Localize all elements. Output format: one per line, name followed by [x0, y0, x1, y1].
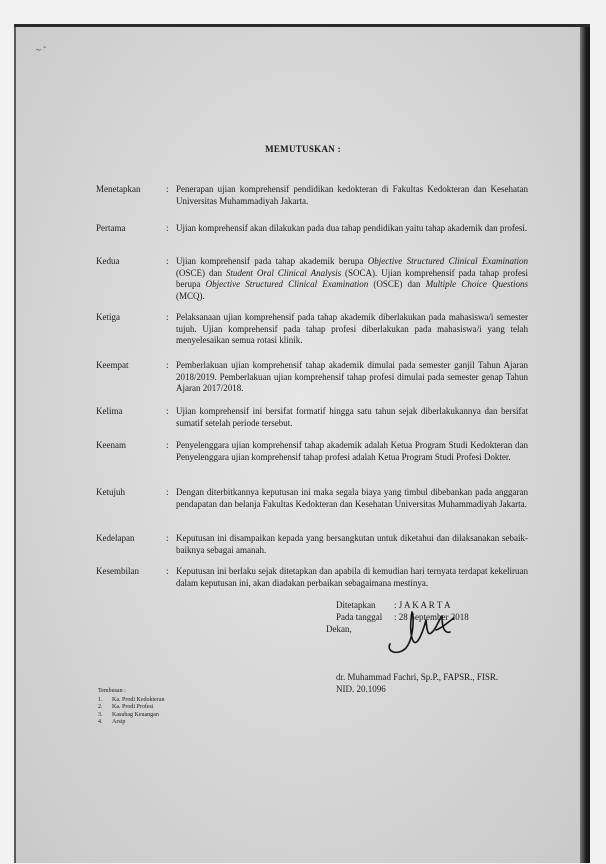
- corner-mark: ~ ˘: [36, 45, 47, 55]
- clause-text: Dengan diterbitkannya keputusan ini maka segala biaya yang timbul dibebankan pada anggaran pendapatan dan belanja Fakultas Kedokteran dan Kesehatan Universitas Muhammadiyah Jakarta.: [176, 487, 528, 509]
- clause-label: Kelima: [96, 406, 123, 416]
- clause-text: Ujian komprehensif pada tahap akademik berupa Objective Structured Clinical Examination (OSCE) dan Student Oral Clinical Analysis (SOCA). Ujian komprehensif pada tahap profesi berupa Objective Structured Clinical Examination (OSCE) dan Multiple Choice Questions (MCQ).: [176, 256, 528, 301]
- list-item: 4. Arsip: [98, 719, 126, 725]
- clause-text: Pemberlakuan ujian komprehensif tahap akademik dimulai pada semester ganjil Tahun Ajaran 2018/2019. Pemberlakuan ujian komprehensif tahap profesi dimulai pada semester genap Tahun Ajaran 2017/2018.: [176, 360, 528, 393]
- sign-role: Dekan,: [326, 624, 352, 634]
- clause-text: Keputusan ini berlaku sejak ditetapkan dan apabila di kemudian hari ternyata terdapat kekeliruan dalam keputusan ini, akan diadakan perbaikan sebagaimana mestinya.: [176, 566, 528, 588]
- clause-colon: :: [166, 406, 169, 416]
- list-item: 1. Ka. Prodi Kedokteran: [98, 696, 165, 703]
- clause-text: Keputusan ini disampaikan kepada yang bersangkutan untuk diketahui dan dilaksanakan sebaik-baiknya sebagai amanah.: [176, 533, 528, 555]
- clause-colon: :: [166, 360, 169, 370]
- list-item: 3. Kasubag Keuangan: [98, 711, 159, 718]
- signatory-name: dr. Muhammad Fachri, Sp.P., FAPSR., FISR.: [336, 672, 499, 682]
- clause-label: Kedua: [96, 256, 120, 266]
- clause-label: Pertama: [96, 223, 126, 233]
- list-item: 2. Ka. Prodi Profesi: [98, 704, 154, 710]
- tembusan-list: [98, 697, 165, 727]
- sign-place-value: : J A K A R T A: [394, 600, 451, 610]
- sign-place-label: Ditetapkan: [336, 600, 376, 610]
- clause-label: Ketiga: [96, 312, 120, 322]
- clause-label: Ketujuh: [96, 487, 125, 497]
- clause-label: Menetapkan: [96, 184, 141, 194]
- clause-text: Penyelenggara ujian komprehensif tahap akademik adalah Ketua Program Studi Kedokteran dan Penyelenggara ujian komprehensif tahap profesi adalah Ketua Program Studi Profesi Dokter.: [176, 440, 528, 462]
- tembusan-block: [98, 688, 165, 727]
- clause-text: Ujian komprehensif akan dilakukan pada dua tahap pendidikan yaitu tahap akademik dan profesi.: [176, 223, 528, 233]
- clause-colon: :: [166, 312, 169, 322]
- clause-text: Penerapan ujian komprehensif pendidikan kedokteran di Fakultas Kedokteran dan Kesehatan Universitas Muhammadiyah Jakarta.: [176, 184, 528, 206]
- clause-colon: :: [166, 256, 169, 266]
- sign-date-label: Pada tanggal: [336, 612, 383, 622]
- clause-colon: :: [166, 184, 169, 194]
- clause-text: Pelaksanaan ujian komprehensif pada tahap akademik diberlakukan pada mahasiswa/i semester tujuh. Ujian komprehensif pada tahap profesi diberlakukan pada mahasiswa/i yang telah menyelesaikan semua rotasi klinik.: [176, 312, 528, 345]
- handwritten-signature: [384, 608, 464, 656]
- clause-label: Kedelapan: [96, 533, 135, 543]
- clause-label: Keempat: [96, 360, 129, 370]
- signatory-nid: NID. 20.1096: [336, 684, 386, 694]
- document-title: MEMUTUSKAN :: [265, 144, 341, 154]
- clause-label: Kesembilan: [96, 566, 139, 576]
- sign-date-value: : 28 September 2018: [394, 612, 469, 622]
- clause-colon: :: [166, 223, 169, 233]
- clause-colon: :: [166, 566, 169, 576]
- clause-colon: :: [166, 440, 169, 450]
- tembusan-heading: Tembusan :: [98, 688, 126, 694]
- clause-text: Ujian komprehensif ini bersifat formatif hingga satu tahun sejak diberlakukannya dan bersifat sumatif setelah periode tersebut.: [176, 406, 528, 428]
- clause-colon: :: [166, 533, 169, 543]
- clause-colon: :: [166, 487, 169, 497]
- clause-label: Keenam: [96, 440, 126, 450]
